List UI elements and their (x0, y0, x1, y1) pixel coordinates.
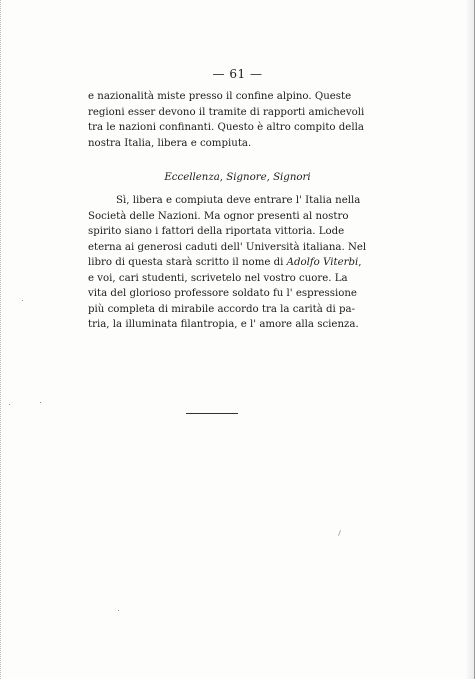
paper-speck (40, 402, 41, 403)
paragraph-continuation (88, 89, 365, 151)
text-line: e nazionalità miste presso il confine alpino. Queste (88, 91, 352, 102)
text-line: più completa di mirabile accordo tra la carità di pa- (88, 303, 356, 315)
paper-speck (22, 300, 23, 301)
paragraph-closing (88, 193, 367, 333)
text-line: libro di questa starà scritto il nome di Adolfo Viterbi, (88, 257, 362, 268)
text-line: tria, la illuminata filantropia, e l' amore alla scienza. (88, 319, 359, 330)
text-line: spirito siano i fattori della riportata vittoria. Lode (88, 226, 345, 237)
text-line: Sì, libera e compiuta deve entrare l' Italia nella (116, 195, 361, 206)
paper-speck (9, 404, 10, 405)
page-number: — 61 — (212, 67, 263, 81)
page-right-edge (465, 0, 475, 679)
text-line: vita del glorioso professore soldato fu l' espressione (88, 288, 357, 299)
paper-speck (118, 610, 119, 611)
page-left-edge (0, 0, 4, 679)
proper-name: Adolfo Viterbi (286, 257, 359, 268)
text-line: Società delle Nazioni. Ma ognor presenti al nostro (88, 210, 349, 222)
text-line: tra le nazioni confinanti. Questo è altro compito della (88, 122, 364, 133)
text-line: regioni esser devono il tramite di rapporti amichevoli (88, 106, 365, 118)
text-line: nostra Italia, libera e compiuta. (88, 137, 252, 149)
pencil-mark (338, 530, 341, 536)
section-heading: Eccellenza, Signore, Signori (164, 172, 311, 183)
closing-rule (186, 413, 238, 414)
text-line: e voi, cari studenti, scrivetelo nel vostro cuore. La (88, 272, 348, 284)
text-line: eterna ai generosi caduti dell' Università italiana. Nel (88, 241, 367, 253)
